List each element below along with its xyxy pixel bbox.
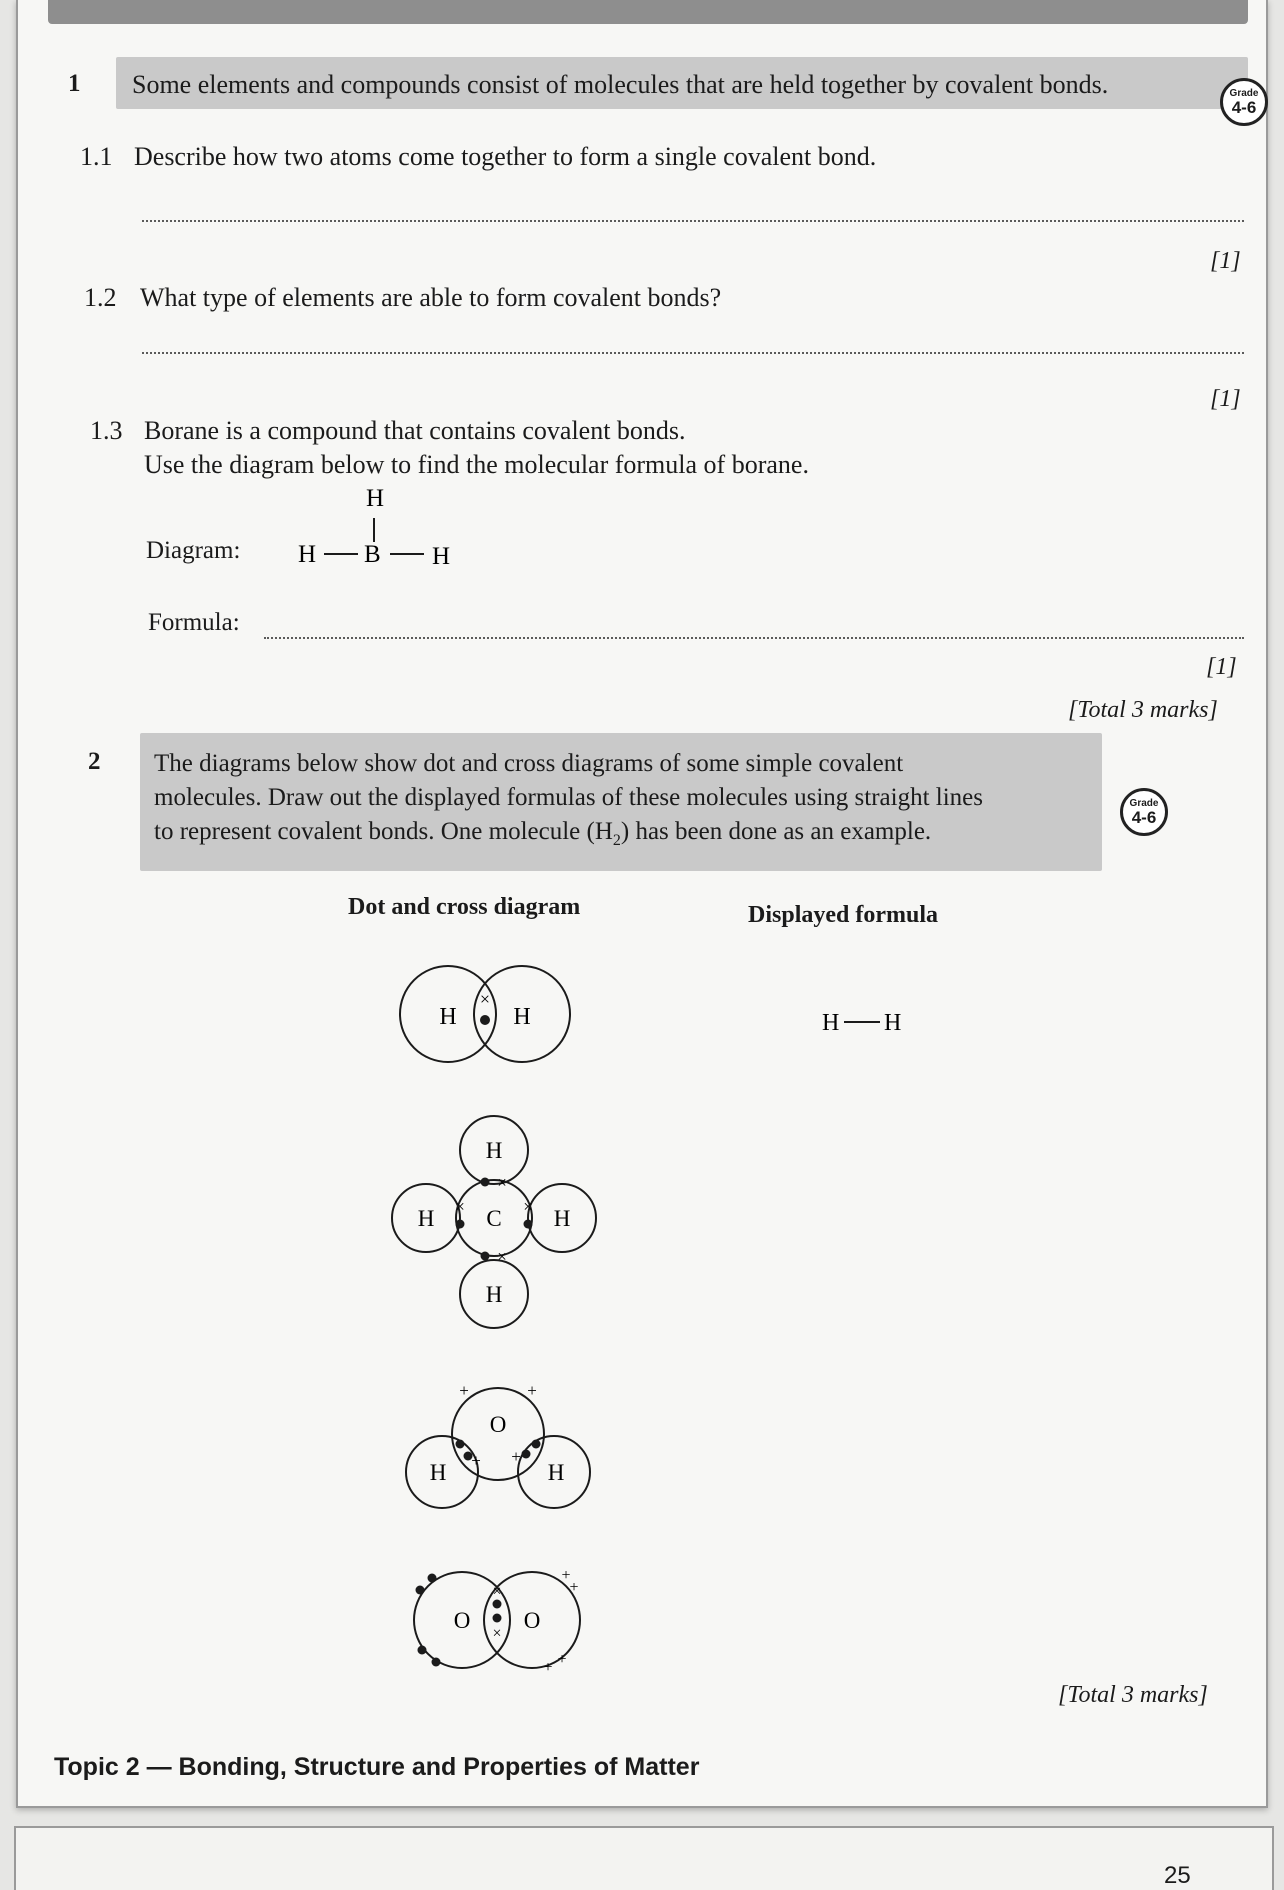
marks-1-1: [1]: [1210, 248, 1241, 274]
grade-range: 4-6: [1231, 97, 1257, 117]
ch4-dot-cross-diagram: [384, 1114, 604, 1330]
next-page-edge: [14, 1826, 1274, 1890]
h2-displayed-formula: [818, 1002, 938, 1042]
marks-1-2: [1]: [1210, 386, 1241, 412]
h2-displayed-left: H: [822, 1010, 840, 1036]
h2o-electron-cross-2: +: [527, 1381, 537, 1400]
ch4-electron-cross-bottom: ×: [497, 1247, 507, 1266]
h2o-electron-dot-1: [456, 1440, 465, 1449]
ch4-atom-top: H: [485, 1138, 503, 1163]
question-1-intro: Some elements and compounds consist of molecules that are held together by covalent bonds.: [132, 70, 1109, 99]
o2-electron-cross-6: +: [543, 1659, 553, 1676]
question-2-line3: [154, 818, 931, 850]
ch4-electron-cross-left: ×: [455, 1197, 465, 1216]
part-1-2-question: What type of elements are able to form covalent bonds?: [140, 283, 722, 312]
workbook-page: [16, 0, 1268, 1808]
topic-footer: Topic 2 — Bonding, Structure and Properties of Matter: [54, 1753, 700, 1781]
borane-structure: [288, 478, 488, 578]
o2-electron-cross-1: ×: [492, 1583, 502, 1600]
grade-badge-q1: [1220, 78, 1268, 126]
h2o-electron-cross-4: +: [511, 1447, 521, 1466]
h2o-electron-cross-1: +: [459, 1381, 469, 1400]
ch4-atom-right: H: [553, 1206, 571, 1231]
o2-atom-left: O: [453, 1608, 471, 1633]
borane-atom-center: B: [364, 541, 381, 568]
grade-badge-q2: [1120, 788, 1168, 836]
part-1-2-id: 1.2: [84, 283, 117, 312]
h2o-atom-right: H: [547, 1460, 565, 1485]
o2-atom-right: O: [523, 1608, 541, 1633]
header-band: [48, 0, 1248, 24]
ch4-atom-center: C: [486, 1206, 502, 1231]
diagram-label: Diagram:: [146, 537, 241, 564]
part-1-3-instruction: Use the diagram below to find the molecular formula of borane.: [144, 450, 809, 479]
question-1-number: 1: [68, 70, 81, 97]
question-2-line1: The diagrams below show dot and cross diagrams of some simple covalent: [154, 750, 904, 777]
h2-electron-dot: [480, 1015, 490, 1025]
o2-electron-cross-3: +: [561, 1567, 571, 1584]
page-number: 25: [1164, 1862, 1191, 1889]
ch4-electron-cross-top: ×: [497, 1173, 507, 1192]
total-marks-q2: [Total 3 marks]: [1058, 1682, 1208, 1708]
grade-range: 4-6: [1131, 807, 1157, 827]
o2-electron-dot-4: [432, 1658, 441, 1667]
column-displayed-formula: Displayed formula: [748, 902, 939, 928]
h2o-electron-cross-3: +: [471, 1451, 481, 1470]
marks-1-3: [1]: [1206, 654, 1237, 680]
h2-atom-right: H: [513, 1004, 531, 1030]
o2-electron-dot-1: [428, 1574, 437, 1583]
h2o-electron-dot-4: [522, 1450, 531, 1459]
part-1-1-question: Describe how two atoms come together to form a single covalent bond.: [134, 142, 877, 171]
o2-electron-cross-5: +: [557, 1651, 567, 1668]
total-marks-q1: [Total 3 marks]: [1068, 697, 1218, 723]
ch4-electron-dot-bottom: [481, 1252, 490, 1261]
question-2-number: 2: [88, 748, 101, 775]
borane-atom-left: H: [298, 541, 317, 568]
answer-line-1-2[interactable]: [142, 352, 1244, 354]
o2-electron-dot-3: [418, 1646, 427, 1655]
grade-label: Grade: [1129, 797, 1159, 809]
h2o-atom-left: H: [429, 1460, 447, 1485]
o2-electron-cross-4: +: [569, 1579, 579, 1596]
part-1-3-id: 1.3: [90, 416, 123, 445]
ch4-atom-bottom: H: [485, 1282, 503, 1307]
h2-displayed-right: H: [884, 1010, 902, 1036]
part-1-1-id: 1.1: [80, 142, 113, 171]
h2o-electron-dot-3: [532, 1440, 541, 1449]
column-dot-cross: Dot and cross diagram: [348, 894, 581, 920]
borane-atom-top: H: [366, 485, 385, 512]
question-2-line3-end: ) has been done as an example.: [620, 818, 932, 845]
ch4-electron-dot-top: [481, 1178, 490, 1187]
h2-dot-cross-diagram: [396, 960, 596, 1070]
h2-atom-left: H: [439, 1004, 457, 1030]
answer-line-1-1[interactable]: [142, 220, 1244, 222]
o2-electron-dot-5: [493, 1600, 502, 1609]
o2-dot-cross-diagram: [398, 1560, 598, 1680]
ch4-electron-dot-left: [456, 1220, 465, 1229]
o2-electron-dot-2: [416, 1586, 425, 1595]
ch4-electron-dot-right: [524, 1220, 533, 1229]
o2-electron-dot-6: [493, 1614, 502, 1623]
formula-label: Formula:: [148, 609, 240, 636]
ch4-atom-left: H: [417, 1206, 435, 1231]
grade-label: Grade: [1229, 87, 1259, 99]
borane-atom-right: H: [432, 543, 451, 570]
question-2-line2: molecules. Draw out the displayed formulas of these molecules using straight lines: [154, 784, 983, 811]
o2-electron-cross-2: ×: [492, 1625, 502, 1642]
answer-line-1-3[interactable]: [264, 637, 1244, 639]
h2-electron-cross: ×: [479, 989, 491, 1009]
part-1-3-question: Borane is a compound that contains covalent bonds.: [144, 416, 686, 445]
h2o-atom-oxygen: O: [489, 1412, 507, 1437]
h2-subscript: 2: [612, 832, 621, 849]
h2o-dot-cross-diagram: [398, 1372, 598, 1522]
ch4-electron-cross-right: ×: [523, 1197, 533, 1216]
question-2-line3-start: to represent covalent bonds. One molecule (H: [154, 818, 613, 845]
